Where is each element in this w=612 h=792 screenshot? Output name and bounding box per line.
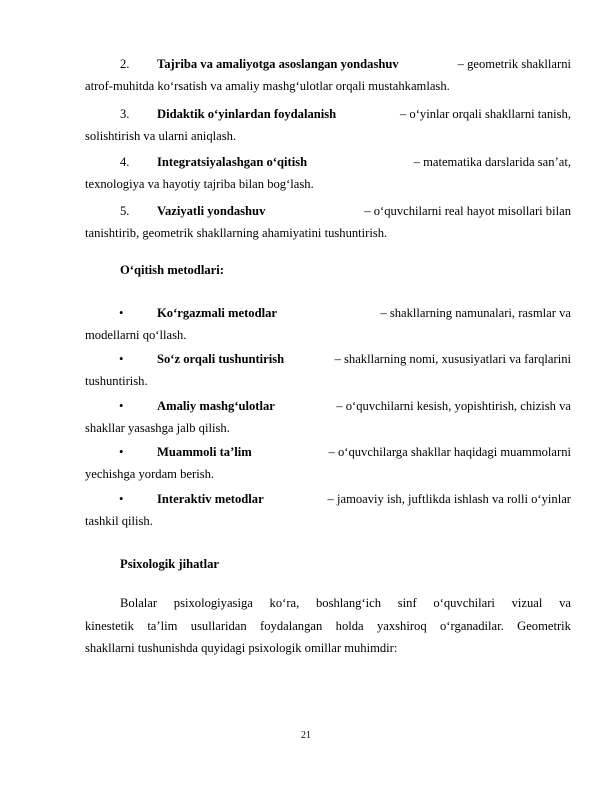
item-text: – o‘quvchilarni real hayot misollari bilan	[364, 204, 571, 218]
item-text-cont: yechishga yordam berish.	[85, 466, 215, 481]
bullet-icon: •	[119, 306, 124, 320]
item-text-cont: tashkil qilish.	[85, 513, 153, 528]
bullet-item	[85, 349, 571, 392]
bullet-icon: •	[119, 399, 124, 413]
numbered-item	[85, 201, 571, 244]
item-text-cont: atrof-muhitda ko‘rsatish va amaliy mashg‘ulotlar orqali mustahkamlash.	[85, 78, 450, 93]
item-text: – matematika darslarida san’at,	[413, 155, 571, 169]
bullet-item	[85, 489, 571, 532]
item-text: – o‘yinlar orqali shakllarni tanish,	[399, 107, 571, 121]
item-term: Tajriba va amaliyotga asoslangan yondashuv	[157, 57, 399, 71]
item-term: Interaktiv metodlar	[157, 492, 264, 506]
bullet-icon: •	[119, 492, 124, 506]
item-text: – o‘quvchilarga shakllar haqidagi muammolarni	[328, 445, 571, 459]
bullet-item	[85, 303, 571, 346]
section-heading: O‘qitish metodlari:	[120, 263, 224, 277]
item-term: Vaziyatli yondashuv	[157, 204, 266, 218]
item-term: Integratsiyalashgan o‘qitish	[157, 155, 308, 169]
bullet-icon: •	[119, 352, 124, 366]
item-text: – shakllarning namunalari, rasmlar va	[380, 306, 571, 320]
item-term: So‘z orqali tushuntirish	[157, 352, 285, 366]
item-term: Ko‘rgazmali metodlar	[157, 306, 277, 320]
page-number: 21	[301, 730, 311, 741]
numbered-item	[85, 152, 571, 195]
item-number: 3.	[120, 107, 130, 121]
item-number: 2.	[120, 57, 130, 71]
body-paragraph	[85, 592, 571, 660]
paragraph-line: Bolalar psixologiyasiga ko‘ra, boshlang‘ich sinf o‘quvchilari vizual va	[120, 596, 571, 610]
item-text-cont: modellarni qo‘llash.	[85, 327, 187, 342]
paragraph-line: kinestetik ta’lim usullaridan foydalangan holda yaxshiroq o‘rganadilar. Geometrik	[85, 618, 571, 633]
bullet-item	[85, 442, 571, 485]
item-text: – geometrik shakllarni	[457, 57, 571, 71]
bullet-item	[85, 396, 571, 439]
bullet-icon: •	[119, 445, 124, 459]
item-text-cont: tushuntirish.	[85, 373, 148, 388]
item-text-cont: shakllar yasashga jalb qilish.	[85, 420, 230, 435]
item-term: Amaliy mashg‘ulotlar	[157, 399, 275, 413]
item-term: Muammoli ta’lim	[157, 445, 252, 459]
item-text-cont: texnologiya va hayotiy tajriba bilan bog‘lash.	[85, 176, 314, 191]
item-text-cont: tanishtirib, geometrik shakllarning ahamiyatini tushuntirish.	[85, 225, 388, 240]
numbered-item	[85, 54, 571, 97]
item-text: – jamoaviy ish, juftlikda ishlash va rolli o‘yinlar	[327, 492, 571, 506]
numbered-item	[85, 104, 571, 147]
item-number: 5.	[120, 204, 130, 218]
item-text: – o‘quvchilarni kesish, yopishtirish, chizish va	[336, 399, 571, 413]
item-text: – shakllarning nomi, xususiyatlari va farqlarini	[334, 352, 571, 366]
item-term: Didaktik o‘yinlardan foydalanish	[157, 107, 337, 121]
section-heading: Psixologik jihatlar	[120, 557, 220, 571]
item-text-cont: solishtirish va ularni aniqlash.	[85, 128, 237, 143]
item-number: 4.	[120, 155, 130, 169]
paragraph-line: shakllarni tushunishda quyidagi psixologik omillar muhimdir:	[85, 641, 398, 655]
